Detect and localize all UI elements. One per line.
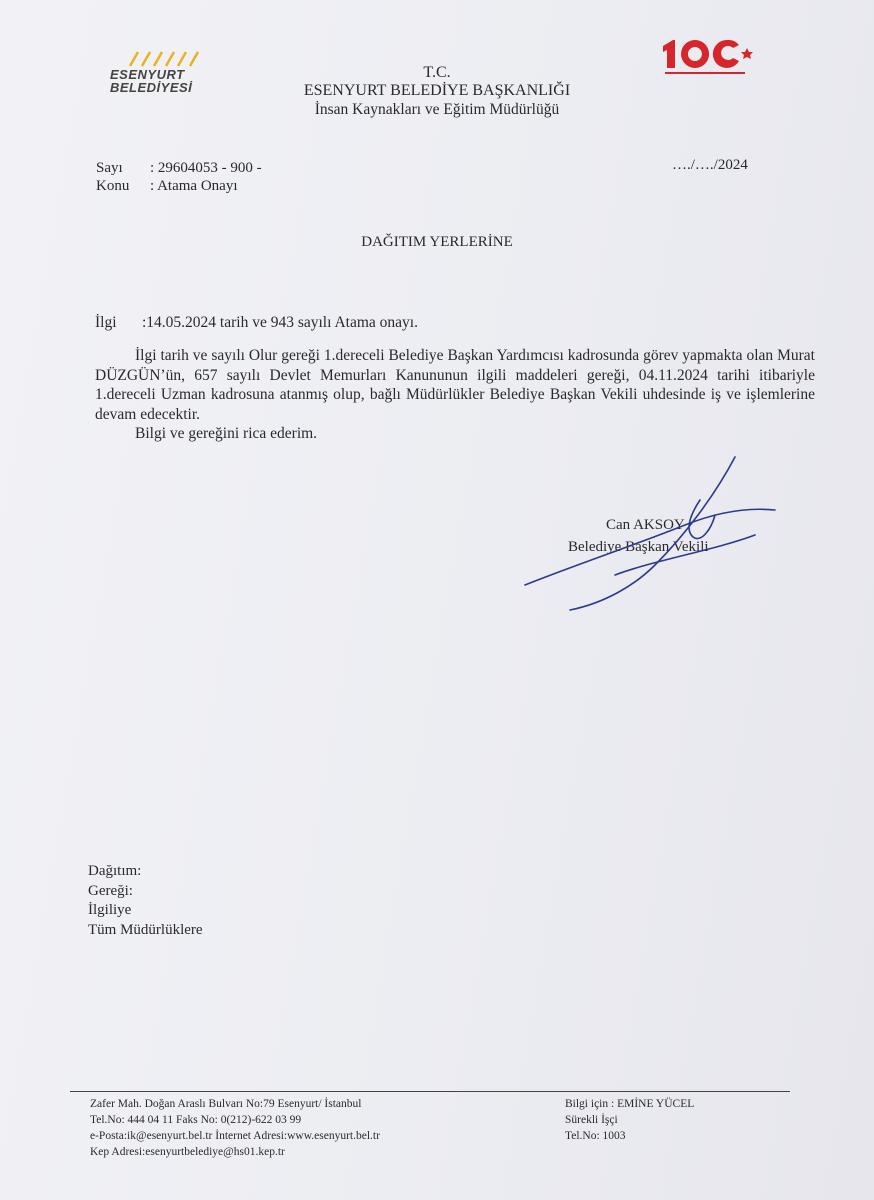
geregi-label: Gereği:: [88, 882, 133, 899]
sayi-label: Sayı: [96, 160, 123, 176]
ilgi-label: İlgi: [95, 314, 117, 331]
tc-heading: T.C.: [423, 64, 451, 81]
footer-phone: Tel.No: 444 04 11 Faks No: 0(212)-622 03 99: [90, 1114, 302, 1126]
signatory-title: Belediye Başkan Vekili: [568, 539, 709, 555]
distribution-heading: DAĞITIM YERLERİNE: [361, 234, 513, 250]
document-date: …./…./2024: [672, 157, 748, 173]
footer-kep: Kep Adresi:esenyurtbelediye@hs01.kep.tr: [90, 1146, 285, 1158]
logo-text-line1: ESENYURT: [110, 67, 185, 82]
signatory-name: Can AKSOY: [606, 517, 685, 533]
footer-info-for: Bilgi için : EMİNE YÜCEL: [565, 1098, 695, 1110]
handwritten-signature-icon: [515, 455, 785, 615]
footer-info: [565, 1096, 694, 1144]
recipients-item: Tüm Müdürlüklere: [88, 921, 203, 938]
distribution-list: [88, 862, 203, 940]
letter-body: [95, 346, 815, 444]
footer-contact: [90, 1096, 380, 1160]
footer-email: e-Posta:ik@esenyurt.bel.tr İnternet Adresi:www.esenyurt.bel.tr: [90, 1130, 380, 1142]
konu-label: Konu: [96, 178, 130, 194]
logo-text-line2: BELEDİYESİ: [110, 80, 193, 95]
municipality-heading: ESENYURT BELEDİYE BAŞKANLIĞI: [303, 82, 571, 99]
footer-info-role: Sürekli İşçi: [565, 1114, 618, 1126]
department-heading: İnsan Kaynakları ve Eğitim Müdürlüğü: [314, 101, 560, 118]
konu-value: : Atama Onayı: [150, 178, 238, 194]
footer-divider: [70, 1091, 790, 1092]
ilgiliye-item: İlgiliye: [88, 902, 132, 918]
body-paragraph-1: İlgi tarih ve sayılı Olur gereği 1.dereceli Belediye Başkan Yardımcısı kadrosunda görev yapmakta olan Murat DÜZGÜN’ün, 657 sayılı Devlet Memurları Kanununun ilgili maddeleri gereği, 04.11.2024 tarihi itibariyle 1.dereceli Uzman kadrosuna atanmış olup, bağlı Müdürlükler Belediye Başkan Vekili uhdesinde iş ve işlemlerine devam edecektir.: [95, 347, 815, 423]
sayi-value: : 29604053 - 900 -: [150, 160, 262, 176]
footer-info-tel: Tel.No: 1003: [565, 1130, 626, 1142]
body-paragraph-2: Bilgi ve gereğini rica ederim.: [135, 425, 318, 442]
distribution-label: Dağıtım:: [88, 863, 142, 879]
footer-address: Zafer Mah. Doğan Araslı Bulvarı No:79 Esenyurt/ İstanbul: [90, 1098, 362, 1110]
ilgi-value: :14.05.2024 tarih ve 943 sayılı Atama onayı.: [142, 314, 418, 331]
